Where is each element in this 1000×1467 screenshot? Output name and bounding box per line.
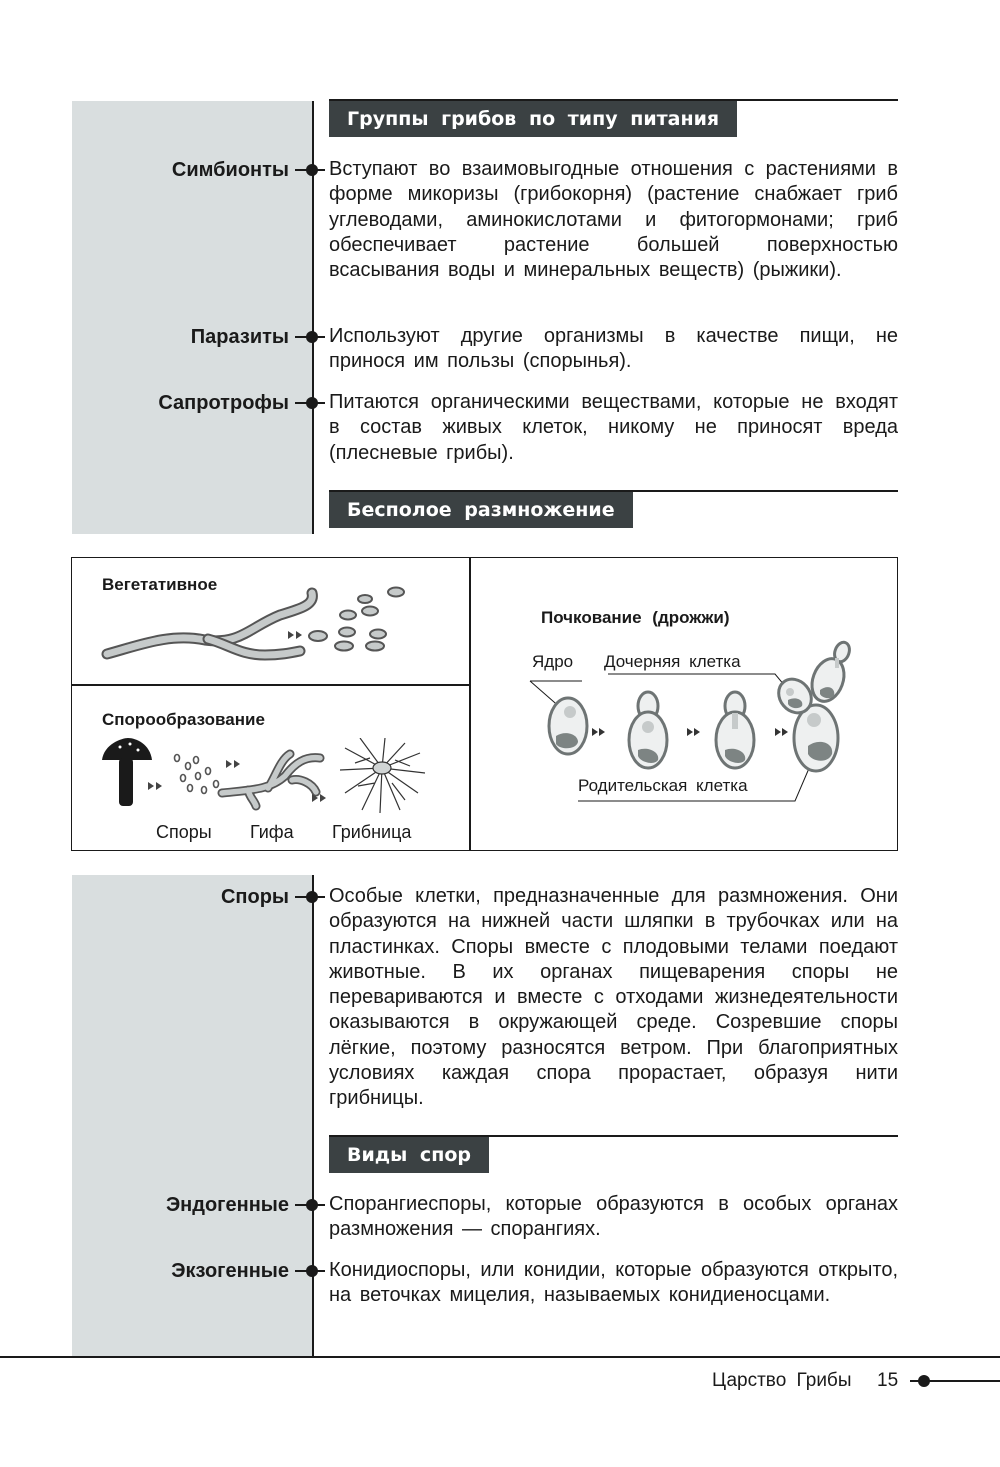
fragment-icon [309, 588, 404, 651]
term-exogenous: Экзогенные [171, 1260, 289, 1282]
left-margin-panel [72, 875, 312, 1357]
arrow-icon [288, 631, 302, 639]
page-marker-icon [910, 1374, 1000, 1388]
sporulation-illustration [100, 738, 450, 813]
label-nucleus: Ядро [532, 652, 574, 671]
term-endogenous: Эндогенные [165, 1194, 289, 1216]
sporulation-title: Спорообразование [102, 710, 265, 729]
bullet-connector [295, 163, 325, 177]
desc-saprotrophs: Питаются органическими веществами, которые не входят в состав живых клеток, никому не приносят вреда (плесневые грибы). [329, 391, 898, 464]
section-header-nutrition: Группы грибов по типу питания [329, 101, 737, 137]
budding-illustration [470, 558, 898, 850]
section-header-asexual: Бесполое размножение [329, 492, 633, 528]
chapter-title: Царство Грибы [712, 1370, 852, 1391]
bullet-connector [295, 890, 325, 904]
page-number: 15 [877, 1370, 899, 1391]
label-spores: Споры [156, 822, 212, 842]
desc-symbionts: Вступают во взаимовыгодные отношения с растениями в форме микоризы (грибокорня) (растение снабжает гриб углеводами, аминокислотами и фитогормонами; гриб обеспечивает растение большей поверхностью всасывания воды и минеральных веществ) (рыжики). [329, 158, 898, 282]
bullet-connector [295, 330, 325, 344]
term-spores: Споры [220, 886, 289, 908]
label-parent-cell: Родительская клетка [578, 776, 748, 795]
label-mycelium: Грибница [332, 822, 412, 842]
figure-divider [72, 684, 469, 686]
arrow-icon [687, 728, 700, 736]
vegetative-illustration [100, 583, 440, 663]
yeast-cell-icon [629, 692, 667, 768]
desc-parasites: Используют другие организмы в качестве пищи, не принося им пользы (спорынья). [329, 325, 898, 373]
mycelium-icon [340, 738, 425, 813]
section-header-spore-types: Виды спор [329, 1137, 489, 1173]
term-saprotrophs: Сапротрофы [158, 392, 289, 414]
hypha-icon [222, 754, 320, 806]
arrow-icon [226, 760, 240, 768]
vegetative-title: Вегетативное [102, 575, 218, 594]
spore-icon [175, 755, 219, 794]
label-daughter-cell: Дочерняя клетка [604, 652, 741, 671]
bullet-connector [295, 1198, 325, 1212]
yeast-cell-icon [549, 698, 587, 754]
reproduction-figure [71, 557, 898, 851]
bullet-connector [295, 396, 325, 410]
desc-spores: Особые клетки, предназначенные для размножения. Они образуются на нижней части шляпки в трубочках или на пластинках. Споры вместе с плодовыми телами поедают животные. В их органах пищеварения споры не перевариваются и вместе с отходами жизнедеятельности оказываются в окружающей среде. Созревшие споры лёгкие, поэтому разносятся ветром. При благоприятных условиях каждая спора прорастает, образуя нити грибницы. [329, 885, 898, 1110]
budding-title: Почкование (дрожжи) [541, 608, 730, 627]
arrow-icon [148, 782, 162, 790]
mushroom-icon [102, 738, 152, 806]
term-parasites: Паразиты [190, 326, 289, 348]
arrow-icon [775, 728, 788, 736]
bullet-connector [295, 1264, 325, 1278]
arrow-icon [592, 728, 605, 736]
hypha-branch-icon [107, 593, 312, 655]
yeast-cell-icon [716, 692, 754, 768]
desc-endogenous: Спорангиеспоры, которые образуются в особых органах размножения — спорангиях. [329, 1193, 898, 1241]
term-symbionts: Симбионты [171, 159, 289, 181]
footer-rule [0, 1356, 1000, 1358]
label-hypha: Гифа [250, 822, 294, 842]
vertical-rule [312, 875, 314, 1357]
desc-exogenous: Конидиоспоры, или конидии, которые образуются открыто, на веточках мицелия, называемых конидиеносцами. [329, 1259, 898, 1307]
yeast-cluster-icon [772, 640, 852, 771]
